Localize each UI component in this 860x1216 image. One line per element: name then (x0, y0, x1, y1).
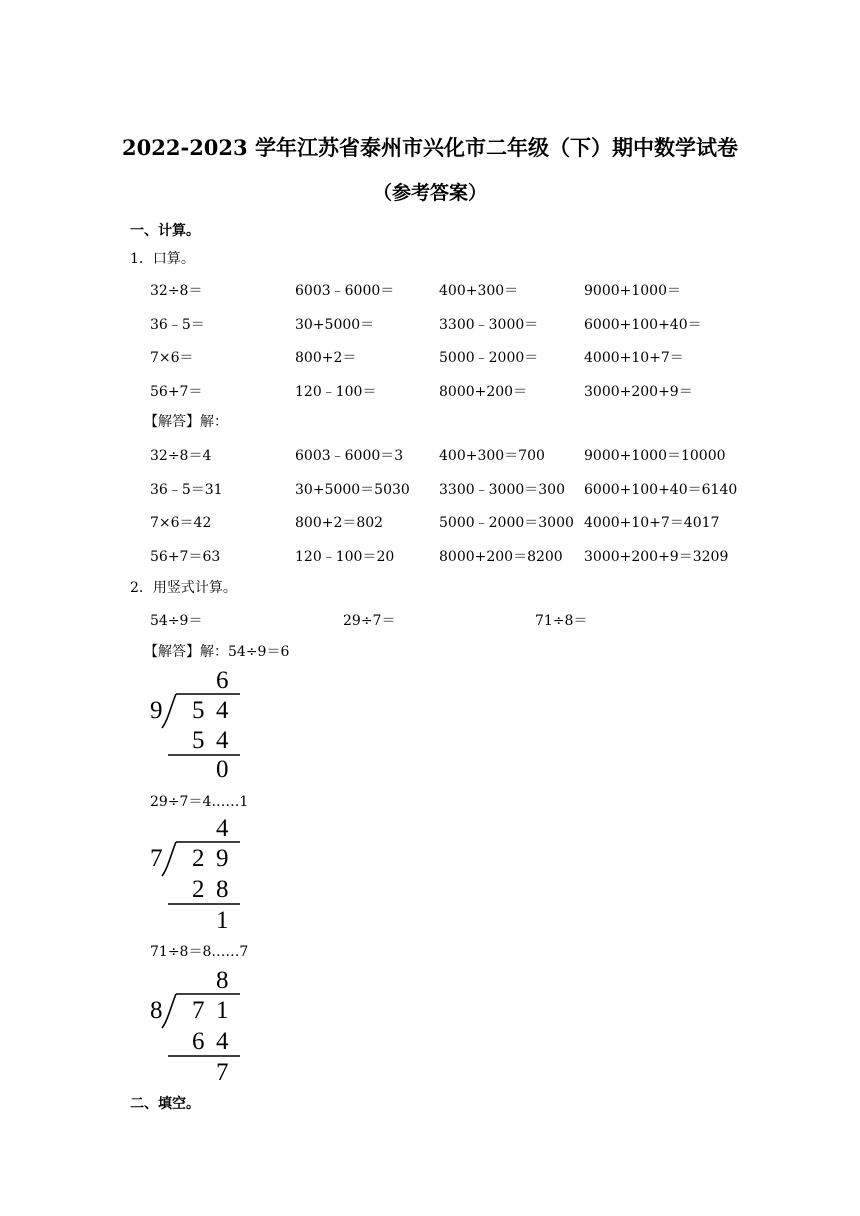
remainder: 0 (216, 756, 229, 780)
dividend-digit: 7 (192, 997, 205, 1024)
q1-problem: 6000+100+40＝ (584, 317, 702, 333)
product-digit: 4 (216, 1028, 229, 1055)
q1-problem: 3000+200+9＝ (584, 384, 693, 400)
quotient: 8 (216, 967, 229, 994)
product-digit: 6 (192, 1028, 205, 1055)
q2-label: 2．用竖式计算。 (130, 580, 237, 596)
q1-answer: 8000+200＝8200 (439, 549, 563, 565)
q1-problem: 6003﹣6000＝ (295, 283, 395, 299)
q1-problem: 32÷8＝ (150, 283, 203, 299)
page-title: 2022-2023 学年江苏省泰州市兴化市二年级（下）期中数学试卷 (122, 135, 738, 160)
quotient: 4 (216, 815, 229, 842)
divisor: 9 (150, 697, 163, 724)
q1-answer: 5000﹣2000＝3000 (439, 515, 574, 531)
q1-answer: 400+300＝700 (439, 448, 545, 464)
q1-problem: 8000+200＝ (439, 384, 528, 400)
q1-answer: 3300﹣3000＝300 (439, 482, 565, 498)
q1-problem: 400+300＝ (439, 283, 519, 299)
section-1-heading: 一、计算。 (130, 223, 200, 239)
q2-result-3: 71÷8＝8……7 (150, 944, 249, 960)
q1-answer-label: 【解答】解： (144, 414, 228, 430)
long-division-3 (146, 964, 246, 1082)
divisor: 8 (150, 997, 163, 1024)
q1-label: 1．口算。 (130, 251, 195, 267)
q2-result-2: 29÷7＝4……1 (150, 794, 249, 810)
section-2-heading: 二、填空。 (130, 1096, 200, 1112)
q1-answer: 800+2＝802 (295, 515, 384, 531)
q1-answer: 36﹣5＝31 (150, 482, 223, 498)
q1-answer: 9000+1000＝10000 (584, 448, 726, 464)
q1-problem: 36﹣5＝ (150, 317, 205, 333)
dividend-digit: 2 (192, 845, 205, 872)
dividend-digit: 5 (192, 697, 205, 724)
q1-answer: 7×6＝42 (150, 515, 212, 531)
dividend-digit: 1 (216, 997, 229, 1024)
q1-problem: 800+2＝ (295, 350, 357, 366)
q1-problem: 9000+1000＝ (584, 283, 681, 299)
product-digit: 8 (216, 876, 229, 903)
q1-answer: 56+7＝63 (150, 549, 221, 565)
q1-answer: 120﹣100＝20 (295, 549, 395, 565)
q1-problem: 5000﹣2000＝ (439, 350, 539, 366)
q2-problem: 54÷9＝ (150, 613, 203, 629)
q1-answer: 3000+200+9＝3209 (584, 549, 729, 565)
q1-answer: 6003﹣6000＝3 (295, 448, 404, 464)
q2-problem: 29÷7＝ (343, 613, 396, 629)
dividend-digit: 9 (216, 845, 229, 872)
q2-answer-intro: 【解答】解：54÷9＝6 (144, 644, 290, 660)
q2-problem: 71÷8＝ (535, 613, 588, 629)
long-division-1 (146, 664, 246, 780)
page-subtitle: （参考答案） (372, 182, 487, 204)
dividend-digit: 4 (216, 697, 229, 724)
q1-problem: 4000+10+7＝ (584, 350, 684, 366)
q1-problem: 7×6＝ (150, 350, 194, 366)
remainder: 1 (216, 907, 229, 930)
q1-problem: 30+5000＝ (295, 317, 375, 333)
product-digit: 4 (216, 727, 229, 754)
q1-problem: 120﹣100＝ (295, 384, 377, 400)
long-division-2 (146, 812, 246, 930)
q1-problem: 56+7＝ (150, 384, 203, 400)
q1-answer: 4000+10+7＝4017 (584, 515, 720, 531)
divisor: 7 (150, 845, 163, 872)
remainder: 7 (216, 1059, 229, 1082)
q1-answer: 6000+100+40＝6140 (584, 482, 738, 498)
quotient: 6 (216, 667, 229, 694)
q1-problem: 3300﹣3000＝ (439, 317, 539, 333)
product-digit: 2 (192, 876, 205, 903)
q1-answer: 30+5000＝5030 (295, 482, 410, 498)
product-digit: 5 (192, 727, 205, 754)
q1-answer: 32÷8＝4 (150, 448, 212, 464)
